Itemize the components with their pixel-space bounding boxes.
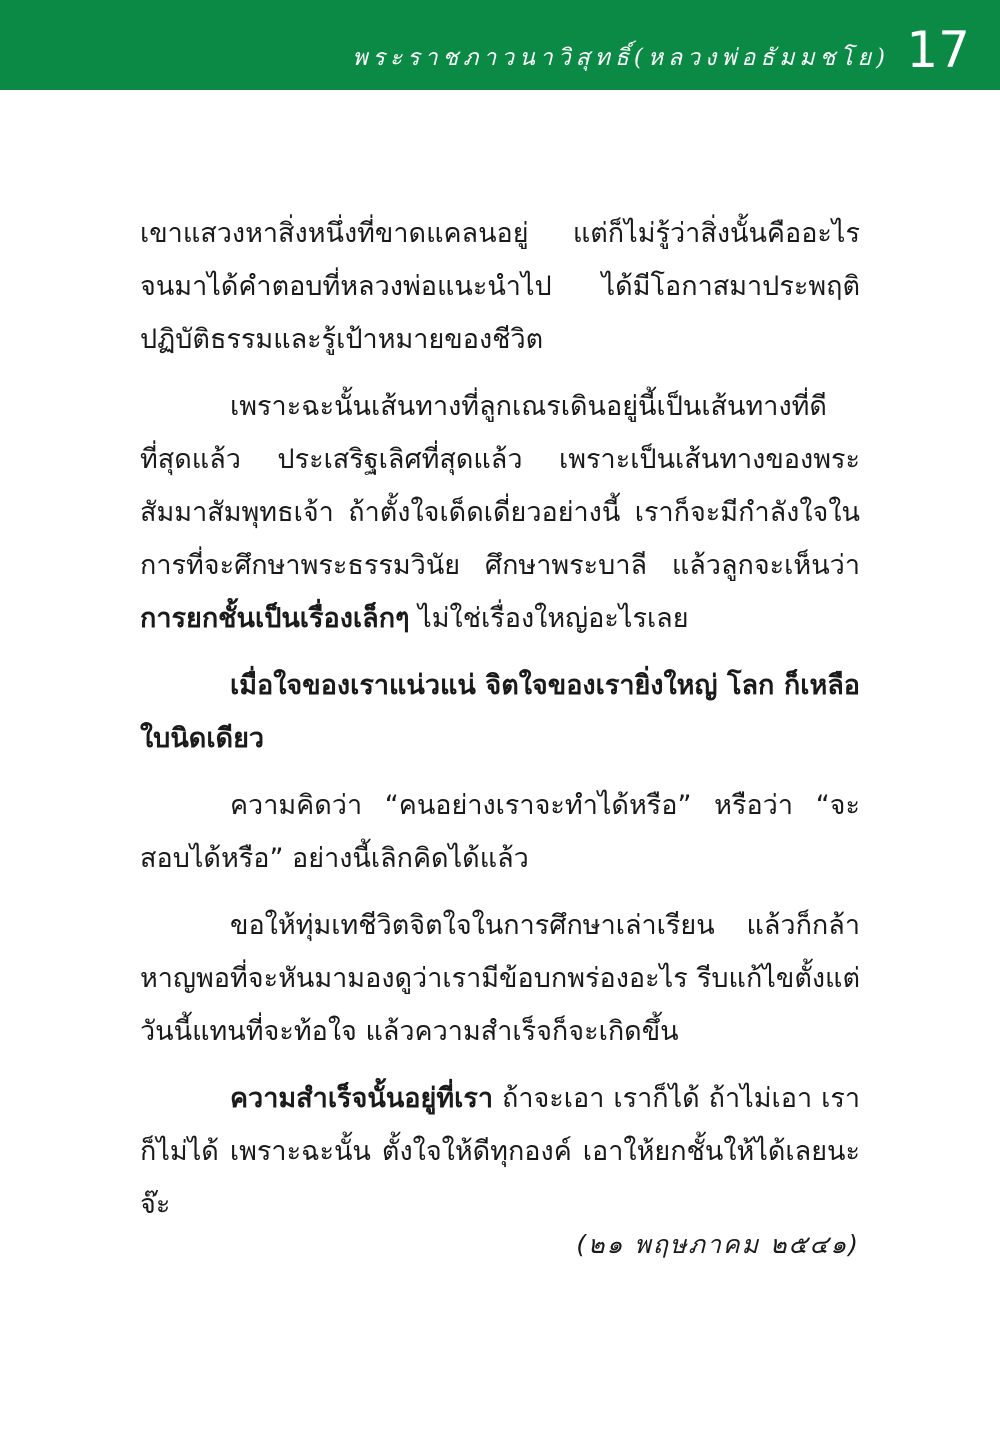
page-number: 17 <box>906 21 970 79</box>
header-title: พระราชภาวนาวิสุทธิ์(หลวงพ่อธัมมชโย) <box>352 45 890 71</box>
paragraph-6-text: ถ้าจะเอา เราก็ได้ ถ้าไม่เอา เราก็ไม่ได้ เพราะฉะนั้น ตั้งใจให้ดีทุกองค์ เอาให้ยกชั้นให้ได้เลยนะจ๊ะ <box>140 1083 860 1220</box>
paragraph-2-bold: การยกชั้นเป็นเรื่องเล็กๆ <box>140 603 410 634</box>
paragraph-4: ความคิดว่า “คนอย่างเราจะทำได้หรือ” หรือว่า “จะสอบได้หรือ” อย่างนี้เลิกคิดได้แล้ว <box>140 790 860 874</box>
paragraph-3-emphasis: เมื่อใจของเราแน่วแน่ จิตใจของเรายิ่งใหญ่ โลก ก็เหลือใบนิดเดียว <box>140 670 860 754</box>
date-note: (๒๑ พฤษภาคม ๒๕๔๑) <box>576 1230 860 1259</box>
header-bar <box>0 0 1000 90</box>
paragraph-2 <box>140 380 860 645</box>
paragraph-2-text: เพราะฉะนั้นเส้นทางที่ลูกเณรเดินอยู่นี้เป็นเส้นทางที่ดีที่สุดแล้ว ประเสริฐเลิศที่สุดแล้ว เพราะเป็นเส้นทางของพระสัมมาสัมพุทธเจ้า ถ้าตั้งใจเด็ดเดี่ยวอย่างนี้ เราก็จะมีกำลังใจในการที่จะศึกษาพระธรรมวินัย ศึกษาพระบาลี แล้วลูกจะเห็นว่า <box>140 391 860 581</box>
paragraph-6 <box>140 1072 860 1231</box>
page-content <box>140 207 860 1245</box>
paragraph-2-tail: ไม่ใช่เรื่องใหญ่อะไรเลย <box>418 603 689 634</box>
paragraph-5: ขอให้ทุ่มเทชีวิตจิตใจในการศึกษาเล่าเรียน แล้วก็กล้า หาญพอที่จะหันมามองดูว่าเรามีข้อบกพร่องอะไร รีบแก้ไขตั้งแต่วันนี้แทนที่จะท้อใจ แล้วความสำเร็จก็จะเกิดขึ้น <box>140 910 860 1047</box>
paragraph-6-bold: ความสำเร็จนั้นอยู่ที่เรา <box>230 1083 494 1114</box>
paragraph-1: เขาแสวงหาสิ่งหนึ่งที่ขาดแคลนอยู่ แต่ก็ไม่รู้ว่าสิ่งนั้นคืออะไร จนมาได้คำตอบที่หลวงพ่อแนะนำไป ได้มีโอกาสมาประพฤติปฏิบัติธรรมและรู้เป้าหมายของชีวิต <box>140 218 860 355</box>
